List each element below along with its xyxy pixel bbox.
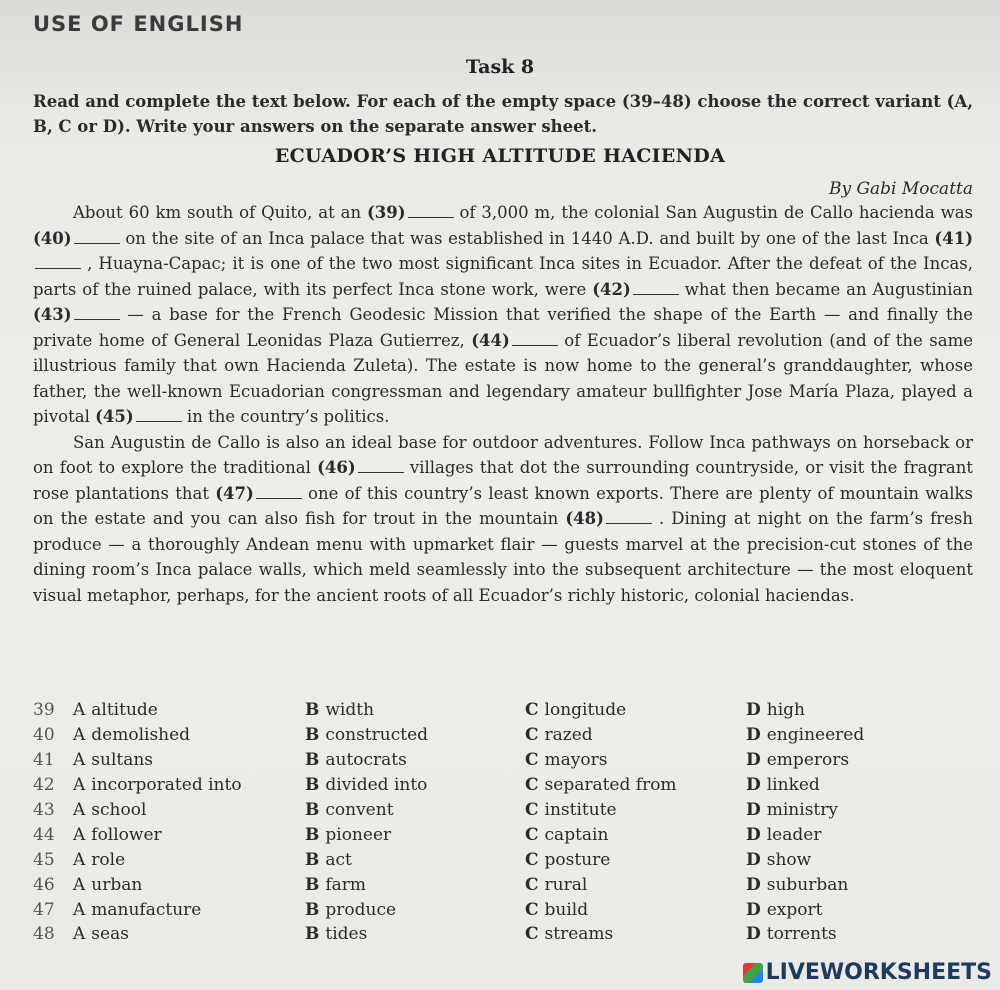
option-text: width [325, 700, 375, 721]
text-span: of Ecuador’s liberal revolution (and of the same illustrious family that own Hacienda Zuleta). The estate is now home to the general’s granddaughter, whose father, the well-known Ecuadorian congressman and legendary amateur bullfighter Jose María Plaza, played a pivotal [33, 330, 973, 426]
liveworksheets-logo [743, 960, 992, 985]
option-text: suburban [766, 874, 849, 895]
option-letter: C [525, 775, 539, 796]
option-c[interactable] [525, 775, 746, 795]
option-text: altitude [91, 700, 158, 721]
article-title: ECUADOR’S HIGH ALTITUDE HACIENDA [274, 145, 726, 167]
option-d[interactable] [746, 900, 946, 920]
gap-number-39: (39) [366, 203, 406, 222]
liveworksheets-logo-icon [743, 963, 763, 983]
option-letter: A [73, 800, 86, 820]
option-d[interactable] [746, 875, 946, 895]
option-text: emperors [766, 750, 850, 771]
text-span: . Dining at night on the farm’s fresh produce — a thoroughly Andean menu with upmarket flair — guests marvel at the precision-cut stones of the dining room’s Inca palace walls, which meld seamlessly into the subsequent architecture — the most eloquent visual metaphor, perhaps, for the ancient roots of all Ecuador’s richly historic, colonial haciendas. [33, 509, 973, 605]
answer-blank-45[interactable] [136, 407, 182, 422]
option-text: constructed [325, 725, 429, 746]
question-number: 45 [33, 849, 55, 870]
option-text: ministry [766, 800, 838, 820]
answer-blank-44[interactable] [512, 331, 558, 346]
option-text: manufacture [91, 899, 202, 920]
option-row-43 [33, 798, 963, 823]
option-letter: A [73, 924, 86, 945]
option-letter: A [73, 725, 86, 746]
option-letter: C [525, 750, 539, 771]
option-a[interactable] [73, 850, 305, 870]
option-d[interactable] [746, 750, 946, 770]
text-span: , Huayna-Capac; it is one of the two most significant Inca sites in Ecuador. After the defeat of the Incas, parts of the ruined palace, with its perfect Inca stone work, were [33, 254, 973, 299]
option-b[interactable] [305, 775, 525, 795]
option-c[interactable] [525, 875, 746, 895]
option-letter: C [525, 824, 539, 845]
gap-number-43: (43) [33, 305, 72, 324]
gap-number-41: (41) [934, 228, 973, 248]
option-a[interactable] [73, 875, 305, 895]
option-text: captain [544, 824, 609, 845]
option-text: mayors [544, 750, 608, 771]
option-text: sultans [91, 750, 154, 771]
answer-blank-40[interactable] [74, 229, 120, 244]
option-text: razed [544, 725, 593, 746]
option-row-47 [33, 897, 963, 922]
task-instructions: Read and complete the text below. For each of the empty space (39–48) choose the correct variant (A, B, C or D). Write your answers on the separate answer sheet. [33, 92, 973, 136]
answer-blank-41[interactable] [35, 254, 81, 269]
question-number: 39 [33, 700, 55, 721]
option-letter: D [746, 874, 761, 895]
logo-text: LIVEWORKSHEETS [765, 960, 992, 985]
option-letter: D [746, 899, 761, 920]
gap-number-45: (45) [95, 407, 134, 426]
option-b[interactable] [305, 800, 525, 820]
option-b[interactable] [305, 700, 525, 720]
option-letter: D [746, 750, 761, 771]
option-letter: C [525, 725, 539, 746]
option-a[interactable] [73, 750, 305, 770]
option-letter: D [746, 824, 761, 845]
option-text: rural [544, 874, 588, 895]
option-c[interactable] [525, 825, 746, 845]
option-c[interactable] [525, 725, 746, 745]
option-text: seas [91, 924, 129, 945]
option-a[interactable] [73, 924, 305, 944]
option-letter: C [525, 700, 539, 721]
question-number: 43 [33, 800, 55, 820]
text-span: of 3,000 m, the colonial San Augustin de Callo hacienda was [453, 203, 973, 222]
text-span: San Augustin de Callo is also an ideal base for outdoor adventures. Follow Inca pathways on horseback or on foot to explore the traditional [33, 432, 973, 477]
option-d[interactable] [746, 725, 946, 745]
option-text: produce [325, 899, 397, 920]
answer-blank-43[interactable] [74, 305, 120, 320]
gap-number-42: (42) [592, 279, 631, 299]
text-span: what then became an Augustinian [678, 279, 973, 299]
article-body [33, 200, 973, 608]
option-row-48 [33, 922, 963, 947]
text-span: one of this country’s least known exports. There are plenty of mountain walks on the estate and you can also fish for trout in the mountain [33, 483, 973, 528]
option-c[interactable] [525, 800, 746, 820]
option-text: institute [544, 800, 617, 820]
option-letter: B [305, 775, 320, 796]
option-letter: C [525, 874, 539, 895]
option-a[interactable] [73, 775, 305, 795]
option-row-45 [33, 847, 963, 872]
option-text: longitude [544, 700, 627, 721]
option-text: linked [766, 775, 820, 796]
question-number: 46 [33, 874, 55, 895]
gap-number-47: (47) [215, 483, 254, 503]
option-text: incorporated into [91, 775, 242, 796]
answer-blank-39[interactable] [408, 203, 454, 218]
option-a[interactable] [73, 900, 305, 920]
option-row-42 [33, 773, 963, 798]
option-text: urban [91, 874, 143, 895]
option-b[interactable] [305, 900, 525, 920]
option-text: export [766, 899, 823, 920]
question-number: 42 [33, 775, 55, 796]
option-text: tides [325, 924, 368, 945]
option-text: convent [325, 800, 394, 820]
gap-number-48: (48) [565, 509, 604, 528]
option-letter: B [305, 924, 320, 945]
option-text: demolished [91, 725, 191, 746]
option-letter: D [746, 800, 761, 820]
option-letter: A [73, 849, 86, 870]
option-text: farm [325, 874, 367, 895]
option-text: role [91, 849, 126, 870]
option-text: high [766, 700, 805, 721]
option-text: school [91, 800, 147, 820]
option-letter: A [73, 775, 86, 796]
option-letter: B [305, 849, 320, 870]
option-letter: A [73, 899, 86, 920]
option-text: follower [91, 824, 162, 845]
option-b[interactable] [305, 924, 525, 944]
option-d[interactable] [746, 825, 946, 845]
option-c[interactable] [525, 700, 746, 720]
option-letter: C [525, 924, 539, 945]
option-a[interactable] [73, 825, 305, 845]
option-letter: B [305, 750, 320, 771]
answer-blank-42[interactable] [633, 280, 679, 295]
option-letter: B [305, 824, 320, 845]
text-span: About 60 km south of Quito, at an [73, 203, 367, 222]
gap-number-46: (46) [317, 458, 356, 477]
text-span: — a base for the French Geodesic Mission that verified the shape of the Earth — and finally the private home of General Leonidas Plaza Gutierrez, [33, 305, 973, 350]
option-row-41 [33, 748, 963, 773]
option-letter: D [746, 700, 761, 721]
option-d[interactable] [746, 924, 946, 944]
option-letter: A [73, 750, 86, 771]
option-letter: A [73, 824, 86, 845]
option-letter: B [305, 725, 320, 746]
option-text: act [325, 849, 352, 870]
question-number: 41 [33, 750, 55, 771]
option-text: autocrats [325, 750, 407, 771]
option-d[interactable] [746, 850, 946, 870]
option-letter: B [305, 700, 320, 721]
option-text: streams [544, 924, 614, 945]
gap-number-40: (40) [33, 228, 72, 248]
option-a[interactable] [73, 700, 305, 720]
option-row-44 [33, 822, 963, 847]
answer-options [33, 698, 963, 947]
question-number: 47 [33, 899, 55, 920]
question-number: 44 [33, 824, 55, 845]
option-letter: B [305, 899, 320, 920]
section-label: USE OF ENGLISH [33, 12, 244, 36]
option-row-40 [33, 723, 963, 748]
gap-number-44: (44) [471, 330, 510, 350]
text-span: on the site of an Inca palace that was established in 1440 A.D. and built by one of the last Inca [119, 228, 935, 248]
option-text: torrents [766, 924, 837, 945]
option-letter: B [305, 874, 320, 895]
option-text: engineered [766, 725, 865, 746]
option-b[interactable] [305, 750, 525, 770]
option-letter: A [73, 700, 86, 721]
option-row-39 [33, 698, 963, 723]
option-b[interactable] [305, 825, 525, 845]
option-letter: B [305, 800, 320, 820]
option-c[interactable] [525, 850, 746, 870]
option-d[interactable] [746, 800, 946, 820]
option-b[interactable] [305, 725, 525, 745]
option-letter: C [525, 899, 539, 920]
option-d[interactable] [746, 775, 946, 795]
option-text: leader [766, 824, 822, 845]
option-text: build [544, 899, 589, 920]
option-row-46 [33, 872, 963, 897]
option-letter: C [525, 800, 539, 820]
option-letter: D [746, 849, 761, 870]
option-letter: D [746, 924, 761, 945]
answer-blank-47[interactable] [256, 484, 302, 499]
paragraph-1 [33, 200, 973, 430]
answer-blank-48[interactable] [606, 509, 652, 524]
option-letter: D [746, 775, 761, 796]
option-b[interactable] [305, 850, 525, 870]
option-text: separated from [544, 775, 677, 796]
option-letter: D [746, 725, 761, 746]
option-c[interactable] [525, 924, 746, 944]
answer-blank-46[interactable] [358, 458, 404, 473]
article-byline: By Gabi Mocatta [828, 179, 973, 199]
task-title: Task 8 [465, 56, 535, 78]
option-c[interactable] [525, 900, 746, 920]
option-text: pioneer [325, 824, 392, 845]
option-letter: C [525, 849, 539, 870]
text-span: in the country’s politics. [181, 407, 390, 426]
option-text: divided into [325, 775, 428, 796]
paragraph-2 [33, 430, 973, 609]
option-a[interactable] [73, 800, 305, 820]
text-span: villages that dot the surrounding countryside, or visit the fragrant rose plantations that [33, 458, 974, 503]
option-d[interactable] [746, 700, 946, 720]
option-a[interactable] [73, 725, 305, 745]
option-b[interactable] [305, 875, 525, 895]
question-number: 48 [33, 924, 55, 945]
option-letter: A [73, 874, 86, 895]
option-text: posture [544, 849, 611, 870]
option-c[interactable] [525, 750, 746, 770]
question-number: 40 [33, 725, 55, 746]
option-text: show [766, 849, 812, 870]
